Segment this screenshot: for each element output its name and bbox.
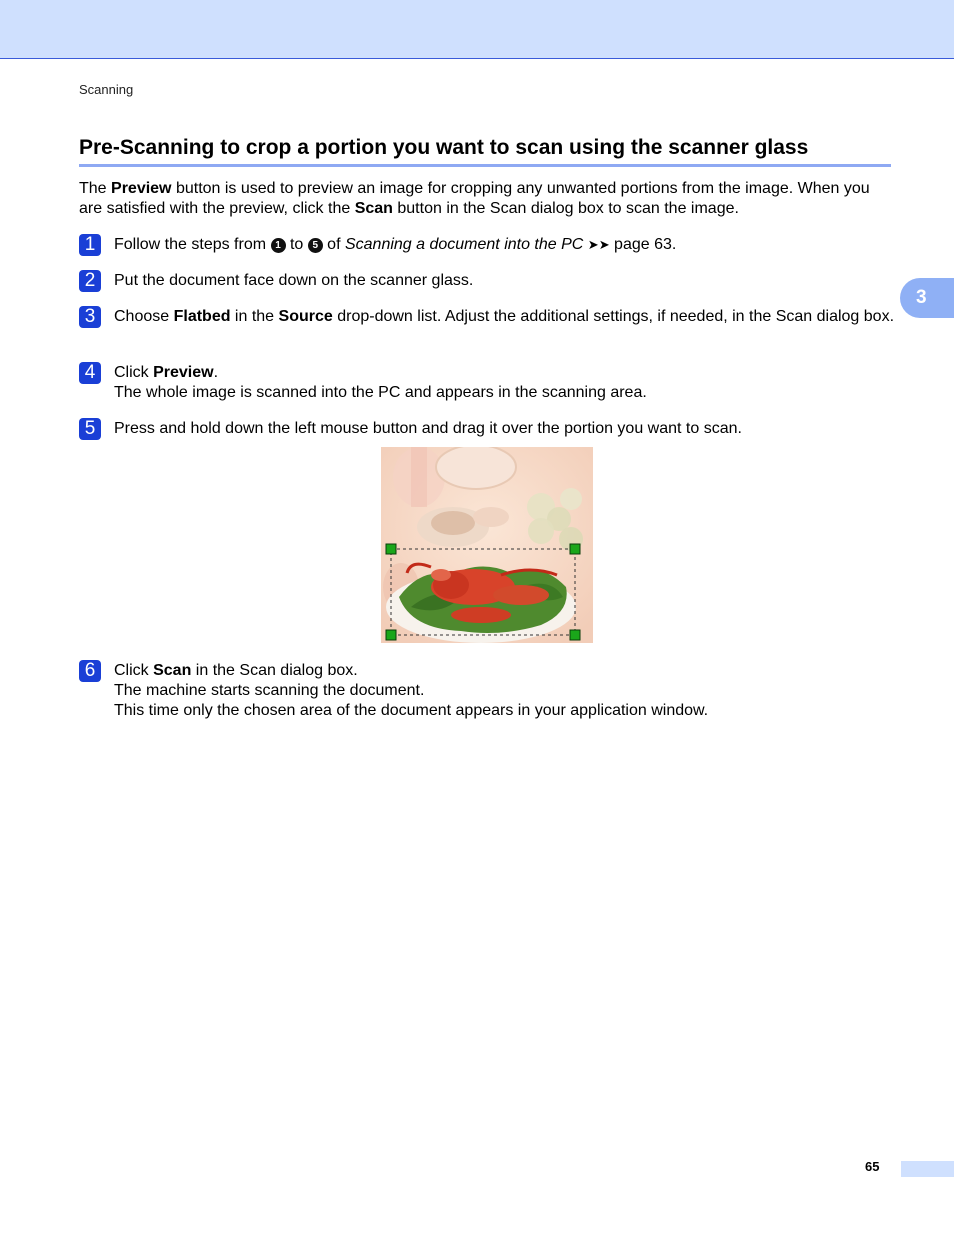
- scan-preview-illustration: [381, 447, 593, 643]
- running-header: Scanning: [79, 82, 134, 97]
- step-6: [79, 661, 894, 721]
- step-5: [79, 419, 894, 439]
- step-number-badge: 4: [79, 362, 101, 384]
- step-2: [79, 271, 894, 291]
- step-ref-circle: 5: [308, 238, 323, 253]
- top-header-band: [0, 0, 954, 59]
- step-text: Press and hold down the left mouse button and drag it over the portion you want to scan.: [114, 420, 742, 437]
- step-text: Put the document face down on the scanner glass.: [114, 272, 474, 289]
- arrows-icon: ➤➤: [587, 237, 610, 252]
- step-text: Click Preview. The whole image is scanned into the PC and appears in the scanning area.: [114, 364, 647, 401]
- step-3: [79, 307, 894, 327]
- page-number: 65: [865, 1159, 880, 1174]
- section-title: Pre-Scanning to crop a portion you want to scan using the scanner glass: [79, 136, 891, 167]
- cross-reference-link[interactable]: Scanning a document into the PC: [344, 236, 584, 253]
- step-text: Follow the steps from 1 to 5 of Scanning a document into the PC ➤➤ page 63.: [114, 236, 677, 253]
- step-text: Choose Flatbed in the Source drop-down list. Adjust the additional settings, if needed, in the Scan dialog box.: [114, 308, 895, 325]
- step-ref-circle: 1: [271, 238, 286, 253]
- step-number-badge: 1: [79, 234, 101, 256]
- step-text: Click Scan in the Scan dialog box. The machine starts scanning the document. This time only the chosen area of the document appears in your application window.: [114, 662, 709, 719]
- step-1: [79, 235, 894, 255]
- step-number-badge: 6: [79, 660, 101, 682]
- step-number-badge: 3: [79, 306, 101, 328]
- chapter-tab: 3: [900, 278, 954, 318]
- step-number-badge: 2: [79, 270, 101, 292]
- footer-accent-bar: [901, 1161, 954, 1177]
- intro-paragraph: The Preview button is used to preview an image for cropping any unwanted portions from the image. When you are satisfied with the preview, click the Scan button in the Scan dialog box to scan the image.: [79, 180, 870, 217]
- step-4: [79, 363, 894, 403]
- step-number-badge: 5: [79, 418, 101, 440]
